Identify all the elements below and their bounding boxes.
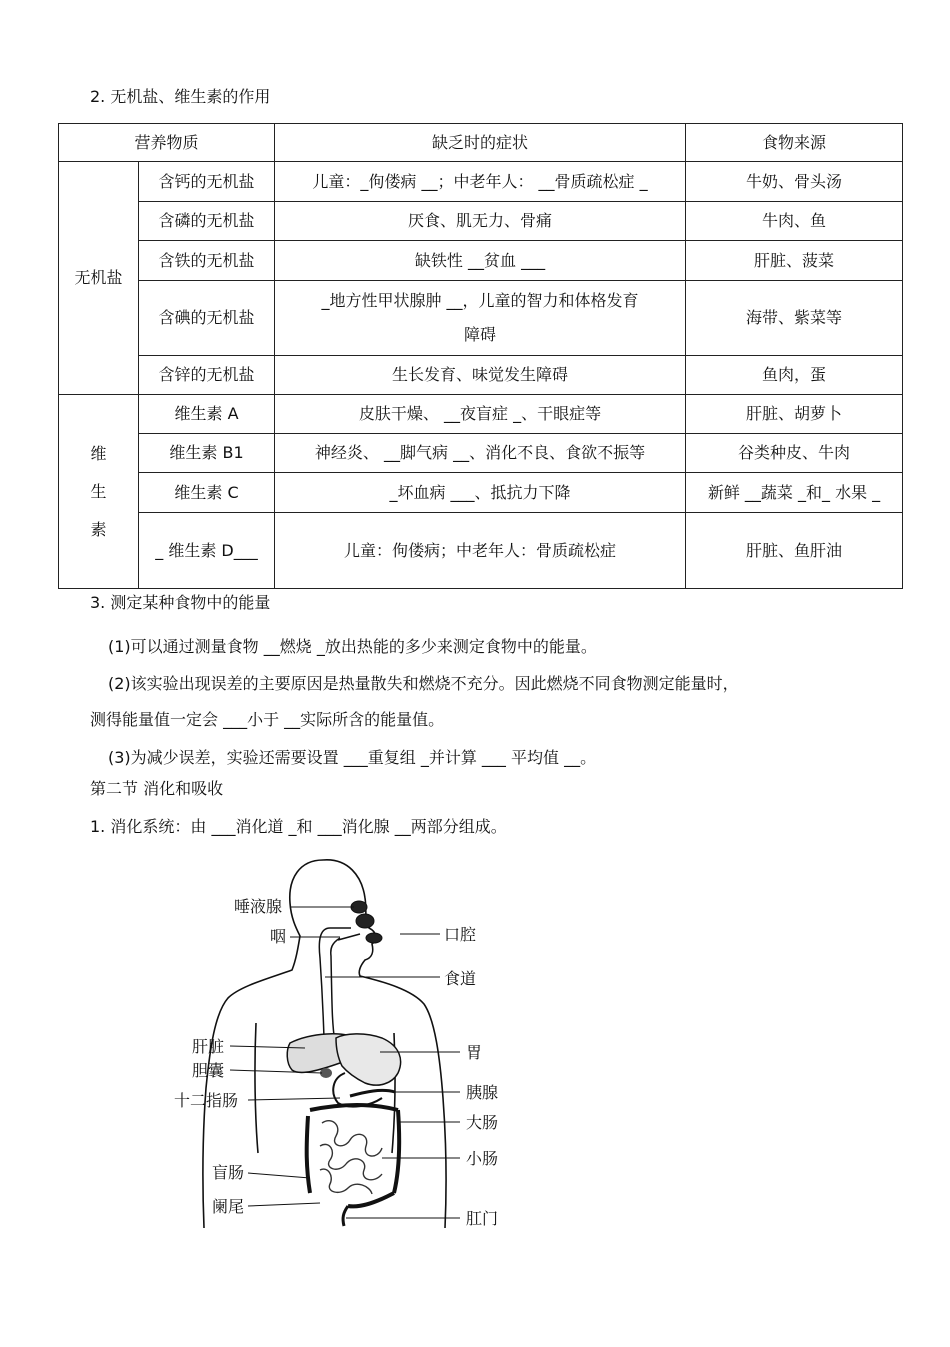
label-duodenum: 十二指肠 <box>174 1091 239 1110</box>
table-row <box>59 473 903 513</box>
stomach-shape <box>336 1034 401 1085</box>
header-source: 食物来源 <box>686 124 903 162</box>
table-row <box>59 356 903 395</box>
salivary-glands <box>351 901 382 943</box>
symptom-cell: 儿童：_佝偻病 __；中老年人： __骨质疏松症 _ <box>275 162 686 202</box>
table-row <box>59 202 903 241</box>
section-3-title: 3. 测定某种食物中的能量 <box>90 593 271 612</box>
nutrient-name: 含锌的无机盐 <box>139 356 275 395</box>
pancreas-shape <box>350 1090 395 1096</box>
symptom-cell: 皮肤干燥、 __夜盲症 _、干眼症等 <box>275 395 686 434</box>
label-salivary-gland: 唾液腺 <box>234 897 283 916</box>
source-cell: 新鲜 __蔬菜 _和_ 水果 _ <box>686 473 903 513</box>
label-large-intestine: 大肠 <box>466 1113 499 1132</box>
paragraph: 测得能量值一定会 ___小于 __实际所含的能量值。 <box>90 710 445 729</box>
label-small-intestine: 小肠 <box>466 1149 499 1168</box>
table-row <box>59 434 903 473</box>
paragraph: (3)为减少误差，实验还需要设置 ___重复组 _并计算 ___ 平均值 __。 <box>108 748 597 767</box>
category-char: 生 <box>90 481 107 501</box>
category-minerals: 无机盐 <box>59 162 139 395</box>
small-intestine-shape <box>320 1121 382 1194</box>
symptom-cell: _坏血病 ___、抵抗力下降 <box>275 473 686 513</box>
category-char: 维 <box>90 443 107 463</box>
table-row <box>59 395 903 434</box>
table-row <box>59 281 903 356</box>
digestive-tract <box>319 928 360 1043</box>
rectum-shape <box>343 1206 348 1226</box>
paragraph: (1)可以通过测量食物 __燃烧 _放出热能的多少来测定食物中的能量。 <box>108 637 597 656</box>
label-pancreas: 胰腺 <box>466 1083 499 1102</box>
section-heading: 第二节 消化和吸收 <box>90 779 224 798</box>
nutrient-name: 含铁的无机盐 <box>139 241 275 281</box>
source-cell: 牛奶、骨头汤 <box>686 162 903 202</box>
label-liver: 肝脏 <box>192 1037 225 1056</box>
label-cecum: 盲肠 <box>212 1163 245 1182</box>
table-row <box>59 241 903 281</box>
nutrient-name: 含磷的无机盐 <box>139 202 275 241</box>
label-esophagus: 食道 <box>444 969 477 988</box>
symptom-cell: 生长发育、味觉发生障碍 <box>275 356 686 395</box>
label-anus: 肛门 <box>466 1209 499 1228</box>
nutrient-name: _ 维生素 D___ <box>139 513 275 589</box>
source-cell: 牛肉、鱼 <box>686 202 903 241</box>
label-appendix: 阑尾 <box>212 1197 245 1216</box>
symptom-line-1: _地方性甲状腺肿 __，儿童的智力和体格发育 <box>321 291 639 310</box>
source-cell: 肝脏、菠菜 <box>686 241 903 281</box>
paragraph: 1. 消化系统：由 ___消化道 _和 ___消化腺 __两部分组成。 <box>90 817 507 836</box>
large-intestine-shape <box>307 1105 400 1206</box>
label-gallbladder: 胆囊 <box>192 1061 225 1080</box>
nutrient-name: 维生素 A <box>139 395 275 434</box>
source-cell: 谷类种皮、牛肉 <box>686 434 903 473</box>
header-symptom: 缺乏时的症状 <box>275 124 686 162</box>
header-nutrient: 营养物质 <box>59 124 275 162</box>
symptom-line-2: 障碍 <box>464 325 497 344</box>
symptom-cell: 神经炎、 __脚气病 __、消化不良、食欲不振等 <box>275 434 686 473</box>
paragraph: (2)该实验出现误差的主要原因是热量散失和燃烧不充分。因此燃烧不同食物测定能量时， <box>108 674 739 693</box>
table-header-row <box>59 124 903 162</box>
table-row <box>59 513 903 589</box>
digestive-system-diagram <box>160 848 520 1238</box>
label-stomach: 胃 <box>466 1043 483 1062</box>
symptom-cell <box>275 281 686 356</box>
nutrient-table <box>58 123 903 589</box>
category-vitamins <box>59 395 139 589</box>
section-2-title: 2. 无机盐、维生素的作用 <box>90 87 271 106</box>
symptom-cell: 儿童：佝偻病；中老年人：骨质疏松症 <box>275 513 686 589</box>
category-char: 素 <box>90 519 107 539</box>
symptom-cell: 厌食、肌无力、骨痛 <box>275 202 686 241</box>
nutrient-name: 维生素 B1 <box>139 434 275 473</box>
label-pharynx: 咽 <box>270 927 287 946</box>
nutrient-name: 含碘的无机盐 <box>139 281 275 356</box>
nutrient-name: 含钙的无机盐 <box>139 162 275 202</box>
table-row <box>59 162 903 202</box>
source-cell: 肝脏、鱼肝油 <box>686 513 903 589</box>
nutrient-name: 维生素 C <box>139 473 275 513</box>
source-cell: 海带、紫菜等 <box>686 281 903 356</box>
label-mouth: 口腔 <box>444 925 477 944</box>
source-cell: 鱼肉，蛋 <box>686 356 903 395</box>
source-cell: 肝脏、胡萝卜 <box>686 395 903 434</box>
symptom-cell: 缺铁性 __贫血 ___ <box>275 241 686 281</box>
